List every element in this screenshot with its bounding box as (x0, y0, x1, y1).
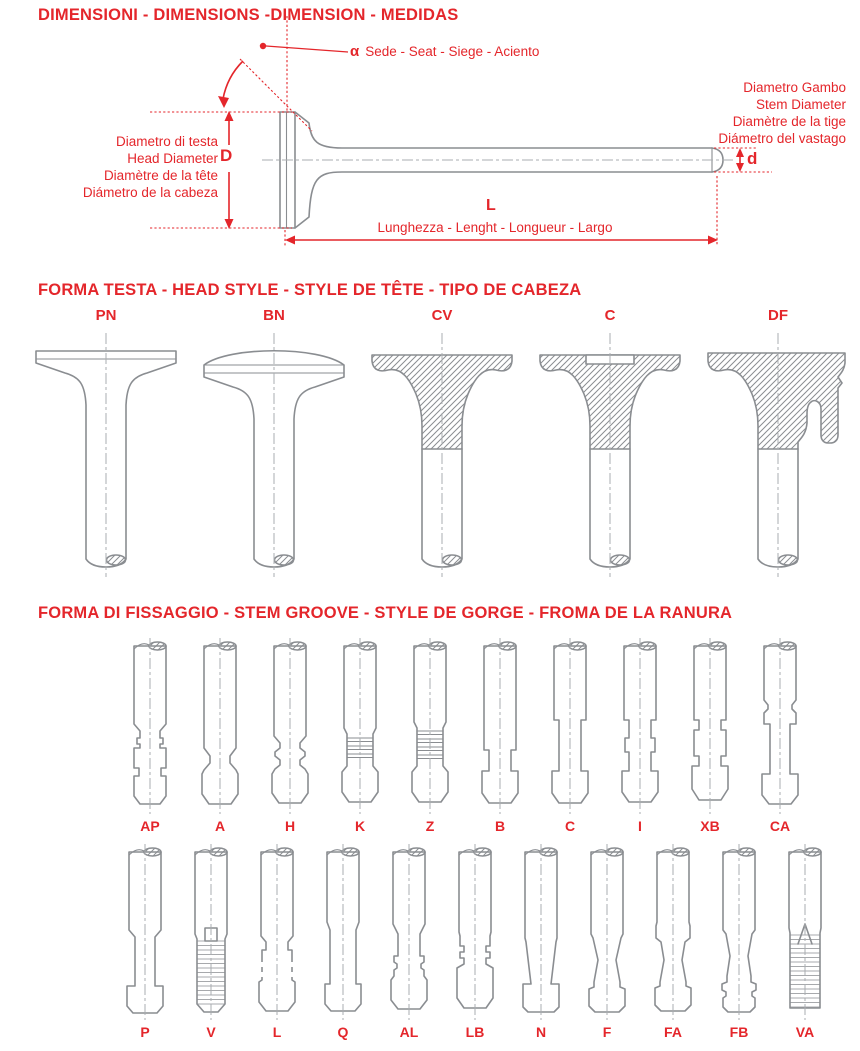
stem-drawing-Q (311, 842, 375, 1022)
stem-drawing-F (575, 842, 639, 1022)
stem-drawing-P (113, 842, 177, 1022)
stem-figure-FA (641, 842, 705, 1040)
stem-label: L (272, 1024, 282, 1040)
stem-drawing-AL (377, 842, 441, 1022)
head-diameter-line: Diamètre de la tête (103, 168, 218, 183)
alpha-symbol: α (350, 43, 360, 60)
head-figure-C (526, 307, 694, 581)
stem-figure-A (188, 636, 252, 834)
head-label: BN (263, 307, 285, 324)
seat-angle-dot (260, 43, 266, 49)
stem-groove-row-1 (118, 636, 812, 834)
stem-break-hatch (606, 848, 623, 856)
stem-figure-I (608, 636, 672, 834)
head-style-section-title: FORMA TESTA - HEAD STYLE - STYLE DE TÊTE - TIPO DE CABEZA (38, 281, 582, 299)
stem-drawing-FB (707, 842, 771, 1022)
head-figure-CV (358, 307, 526, 581)
stem-drawing-C (538, 636, 602, 816)
stem-diameter-line: Diámetro del vastago (718, 131, 846, 146)
stem-break-hatch (474, 848, 491, 856)
stem-label: Q (337, 1024, 349, 1040)
stem-break-hatch (275, 555, 294, 565)
stem-diameter-symbol: d (747, 149, 758, 168)
stem-figure-AL (377, 842, 441, 1040)
stem-groove-row-2 (113, 842, 837, 1040)
stem-break-hatch (639, 642, 656, 650)
dim-arrow-down-small (736, 163, 744, 172)
stem-diameter-line: Diamètre de la tige (732, 114, 846, 129)
stem-break-hatch (408, 848, 425, 856)
sectioned-head-with-hook (708, 353, 845, 449)
stem-figure-Q (311, 842, 375, 1040)
stem-break-hatch (219, 642, 236, 650)
head-diameter-line: Diametro di testa (115, 134, 218, 149)
head-diameter-line: Diámetro de la cabeza (82, 185, 218, 200)
stem-drawing-I (608, 636, 672, 816)
stem-figure-Z (398, 636, 462, 834)
head-label: PN (95, 307, 117, 324)
stem-figure-VA (773, 842, 837, 1040)
stem-drawing-VA (773, 842, 837, 1022)
stem-break-hatch (709, 642, 726, 650)
stem-diameter-line: Diametro Gambo (743, 80, 846, 95)
stem-drawing-H (258, 636, 322, 816)
stem-figure-LB (443, 842, 507, 1040)
head-drawing-DF (693, 331, 860, 581)
dim-arrow-left (285, 236, 295, 245)
stem-label: N (535, 1024, 547, 1040)
stem-figure-XB (678, 636, 742, 834)
stem-label: CA (769, 818, 791, 834)
seat-label: Sede - Seat - Siege - Aciento (365, 44, 540, 59)
seat-angle-arc (223, 61, 243, 99)
head-figure-DF (694, 307, 860, 581)
seat-angle-label (350, 43, 539, 60)
stem-figure-K (328, 636, 392, 834)
arc-arrowhead (218, 96, 229, 108)
stem-label: C (564, 818, 576, 834)
stem-break-hatch (276, 848, 293, 856)
stem-figure-CA (748, 636, 812, 834)
head-drawing-BN (189, 331, 359, 581)
stem-figure-F (575, 842, 639, 1040)
stem-break-hatch (540, 848, 557, 856)
stem-drawing-LB (443, 842, 507, 1022)
stem-break-hatch (107, 555, 126, 565)
length-label: Lunghezza - Lenght - Longueur - Largo (377, 220, 613, 235)
stem-drawing-XB (678, 636, 742, 816)
stem-break-hatch (611, 555, 630, 565)
stem-label: B (494, 818, 506, 834)
stem-label: FA (664, 1024, 682, 1040)
stem-label: H (284, 818, 296, 834)
stem-groove-section-title: FORMA DI FISSAGGIO - STEM GROOVE - STYLE DE GORGE - FROMA DE LA RANURA (38, 604, 733, 622)
head-drawing-C (525, 331, 695, 581)
stem-break-hatch (738, 848, 755, 856)
stem-drawing-A (188, 636, 252, 816)
stem-label: A (214, 818, 226, 834)
stem-label: AP (140, 818, 160, 834)
stem-break-hatch (149, 642, 166, 650)
stem-label: P (140, 1024, 150, 1040)
stem-figure-N (509, 842, 573, 1040)
stem-figure-H (258, 636, 322, 834)
valve-head-disc (280, 112, 295, 228)
stem-break-hatch (429, 642, 446, 650)
stem-figure-FB (707, 842, 771, 1040)
stem-drawing-FA (641, 842, 705, 1022)
stem-label: LB (465, 1024, 485, 1040)
length-symbol: L (486, 197, 496, 214)
stem-label: V (206, 1024, 216, 1040)
stem-figure-V (179, 842, 243, 1040)
seat-angle-reference-line (240, 59, 312, 131)
stem-break-hatch (804, 848, 821, 856)
stem-figure-B (468, 636, 532, 834)
stem-label: FB (729, 1024, 749, 1040)
stem-break-hatch (779, 642, 796, 650)
stem-label: I (638, 818, 642, 834)
stem-break-hatch (779, 555, 798, 565)
head-diameter-line: Head Diameter (127, 151, 218, 166)
head-label: C (604, 307, 616, 324)
stem-label: Z (425, 818, 435, 834)
valve-body (262, 112, 736, 228)
stem-break-hatch (144, 848, 161, 856)
stem-drawing-L (245, 842, 309, 1022)
stem-drawing-CA (748, 636, 812, 816)
head-label: DF (768, 307, 788, 324)
stem-label: XB (700, 818, 720, 834)
stem-figure-C (538, 636, 602, 834)
stem-break-hatch (672, 848, 689, 856)
stem-break-hatch (499, 642, 516, 650)
head-diameter-labels (0, 133, 218, 201)
head-label: CV (431, 307, 453, 324)
stem-drawing-V (179, 842, 243, 1022)
dimensions-section-title: DIMENSIONI - DIMENSIONS -DIMENSION - MEDIDAS (38, 6, 459, 24)
head-style-row (22, 307, 860, 581)
seat-angle-leader (266, 46, 348, 52)
stem-drawing-B (468, 636, 532, 816)
stem-drawing-K (328, 636, 392, 816)
stem-label: AL (399, 1024, 419, 1040)
head-figure-BN (190, 307, 358, 581)
stem-diameter-labels (718, 79, 846, 147)
stem-label: VA (795, 1024, 815, 1040)
stem-label: K (354, 818, 366, 834)
stem-break-hatch (443, 555, 462, 565)
stem-drawing-N (509, 842, 573, 1022)
stem-break-hatch (359, 642, 376, 650)
stem-drawing-Z (398, 636, 462, 816)
stem-break-hatch (342, 848, 359, 856)
stem-figure-P (113, 842, 177, 1040)
stem-break-hatch (289, 642, 306, 650)
stem-break-hatch (210, 848, 227, 856)
stem-drawing-AP (118, 636, 182, 816)
head-drawing-PN (21, 331, 191, 581)
stem-figure-L (245, 842, 309, 1040)
dim-arrow-up-small (736, 148, 744, 157)
stem-label: F (602, 1024, 612, 1040)
stem-figure-AP (118, 636, 182, 834)
head-diameter-symbol: D (220, 146, 233, 165)
valve-top-profile (295, 112, 712, 148)
head-drawing-CV (357, 331, 527, 581)
stem-break-hatch (569, 642, 586, 650)
stem-diameter-line: Stem Diameter (755, 97, 846, 112)
head-figure-PN (22, 307, 190, 581)
